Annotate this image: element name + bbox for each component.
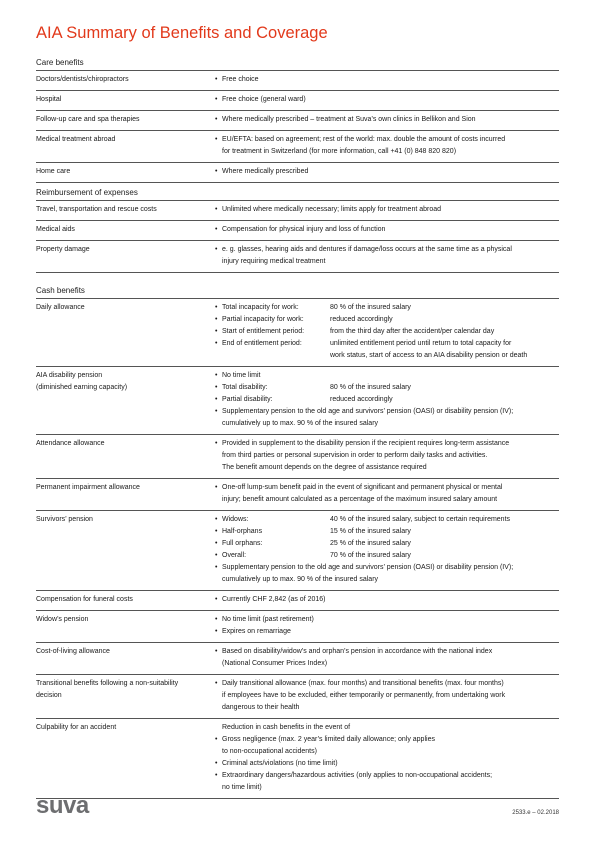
benefit-line: • Free choice — [222, 74, 259, 86]
benefit-value: 80 % of the insured salary — [330, 304, 411, 311]
benefit-line: for treatment in Switzerland (for more information, call +41 (0) 848 820 820) — [222, 148, 457, 155]
benefit-value: 25 % of the insured salary — [330, 540, 411, 547]
section-rule — [36, 70, 559, 71]
row-label: Home care — [36, 168, 71, 175]
benefit-line: from third parties or personal supervision in order to perform daily tasks and activities. — [222, 452, 488, 459]
suva-logo: suva — [36, 792, 89, 819]
row-divider — [36, 130, 559, 131]
row-label: Widow’s pension — [36, 616, 89, 623]
benefit-key: • Half-orphans — [222, 526, 332, 538]
document-reference: 2533.e – 02.2018 — [512, 810, 559, 816]
row-divider — [36, 240, 559, 241]
section-heading-reimb: Reimbursement of expenses — [36, 188, 138, 197]
benefit-value: reduced accordingly — [330, 316, 393, 323]
row-divider — [36, 220, 559, 221]
benefit-line: • Where medically prescribed – treatment at Suva’s own clinics in Bellikon and Sion — [222, 114, 476, 126]
row-label: Culpability for an accident — [36, 724, 117, 731]
row-label: Hospital — [36, 96, 62, 103]
row-label: Permanent impairment allowance — [36, 484, 140, 491]
section-rule — [36, 298, 559, 299]
benefit-value: 40 % of the insured salary, subject to certain requirements — [330, 516, 511, 523]
benefit-line: • Compensation for physical injury and loss of function — [222, 224, 385, 236]
benefit-line: • Where medically prescribed — [222, 166, 308, 178]
benefit-line: • Currently CHF 2,842 (as of 2016) — [222, 594, 326, 606]
benefit-key: • Widows: — [222, 514, 332, 526]
row-divider — [36, 478, 559, 479]
benefit-key: • Total incapacity for work: — [222, 302, 332, 314]
row-label: Medical treatment abroad — [36, 136, 116, 143]
row-divider — [36, 272, 559, 273]
row-divider — [36, 718, 559, 719]
section-heading-care: Care benefits — [36, 58, 84, 67]
benefit-line: injury; benefit amount calculated as a percentage of the maximum insured salary amount — [222, 496, 498, 503]
benefit-line: (National Consumer Prices Index) — [222, 660, 328, 667]
section-heading-cash: Cash benefits — [36, 286, 85, 295]
row-label: Follow-up care and spa therapies — [36, 116, 140, 123]
benefit-value: 80 % of the insured salary — [330, 384, 411, 391]
row-label: AIA disability pension (diminished earning capacity) — [36, 372, 128, 391]
benefit-value: 15 % of the insured salary — [330, 528, 411, 535]
benefit-value: 70 % of the insured salary — [330, 552, 411, 559]
row-divider — [36, 642, 559, 643]
benefit-line: if employees have to be excluded, either temporarily or permanently, from undertaking work — [222, 692, 506, 699]
benefit-line: • One-off lump-sum benefit paid in the event of significant and permanent physical or mental — [222, 482, 502, 494]
row-label: Survivors’ pension — [36, 516, 93, 523]
page-title: AIA Summary of Benefits and Coverage — [36, 24, 328, 42]
row-label: Attendance allowance — [36, 440, 105, 447]
row-divider — [36, 366, 559, 367]
benefit-line: • Gross negligence (max. 2 year’s limited daily allowance; only applies — [222, 734, 435, 746]
benefit-key: • Overall: — [222, 550, 332, 562]
benefit-line: to non-occupational accidents) — [222, 748, 317, 755]
benefit-key: • Partial disability: — [222, 394, 332, 406]
row-divider — [36, 182, 559, 183]
benefit-value: unlimited entitlement period until return to total capacity for — [330, 340, 512, 347]
row-label: Transitional benefits following a non-suitability decision — [36, 680, 179, 699]
row-divider — [36, 610, 559, 611]
benefit-key: • Partial incapacity for work: — [222, 314, 332, 326]
benefit-line: injury requiring medical treatment — [222, 258, 326, 265]
benefit-line: • Expires on remarriage — [222, 626, 291, 638]
benefit-line: • No time limit — [222, 370, 261, 382]
benefit-line: • Supplementary pension to the old age and survivors’ pension (OASI) or disability pension (IV); — [222, 562, 513, 574]
benefit-value: work status, start of access to an AIA disability pension or death — [330, 352, 528, 359]
benefit-line: cumulatively up to max. 90 % of the insured salary — [222, 576, 379, 583]
row-divider — [36, 162, 559, 163]
benefit-line: • e. g. glasses, hearing aids and dentures if damage/loss occurs at the same time as a physical — [222, 244, 512, 256]
row-label: Daily allowance — [36, 304, 85, 311]
row-label: Doctors/dentists/chiropractors — [36, 76, 129, 83]
benefit-line: • Daily transitional allowance (max. four months) and transitional benefits (max. four months) — [222, 678, 504, 690]
row-divider — [36, 674, 559, 675]
benefit-key: • Full orphans: — [222, 538, 332, 550]
row-label: Property damage — [36, 246, 90, 253]
benefit-line: cumulatively up to max. 90 % of the insured salary — [222, 420, 379, 427]
benefit-line: • No time limit (past retirement) — [222, 614, 314, 626]
row-divider — [36, 510, 559, 511]
benefit-line: • Extraordinary dangers/hazardous activities (only applies to non-occupational accidents; — [222, 770, 492, 782]
benefit-line: • Provided in supplement to the disability pension if the recipient requires long-term assistance — [222, 438, 509, 450]
benefit-line: • Free choice (general ward) — [222, 94, 306, 106]
benefit-line: Reduction in cash benefits in the event of — [222, 724, 351, 731]
benefit-line: • Unlimited where medically necessary; limits apply for treatment abroad — [222, 204, 441, 216]
benefit-line: dangerous to their health — [222, 704, 300, 711]
benefit-value: reduced accordingly — [330, 396, 393, 403]
benefit-value: from the third day after the accident/per calendar day — [330, 328, 495, 335]
row-label: Medical aids — [36, 226, 75, 233]
benefit-line: • Supplementary pension to the old age and survivors’ pension (OASI) or disability pension (IV); — [222, 406, 513, 418]
row-divider — [36, 110, 559, 111]
benefit-key: • Start of entitlement period: — [222, 326, 332, 338]
benefit-line: no time limit) — [222, 784, 262, 791]
benefit-line: • Based on disability/widow’s and orphan’s pension in accordance with the national index — [222, 646, 492, 658]
row-label: Cost-of-living allowance — [36, 648, 110, 655]
benefit-line: • Criminal acts/violations (no time limit) — [222, 758, 338, 770]
row-divider — [36, 434, 559, 435]
section-rule — [36, 200, 559, 201]
row-divider — [36, 90, 559, 91]
benefit-line: • EU/EFTA: based on agreement; rest of the world: max. double the amount of costs incurred — [222, 134, 505, 146]
benefit-key: • End of entitlement period: — [222, 338, 332, 350]
row-label: Compensation for funeral costs — [36, 596, 133, 603]
row-divider — [36, 798, 559, 799]
row-divider — [36, 590, 559, 591]
benefit-line: The benefit amount depends on the degree of assistance required — [222, 464, 427, 471]
row-label: Travel, transportation and rescue costs — [36, 206, 157, 213]
benefit-key: • Total disability: — [222, 382, 332, 394]
